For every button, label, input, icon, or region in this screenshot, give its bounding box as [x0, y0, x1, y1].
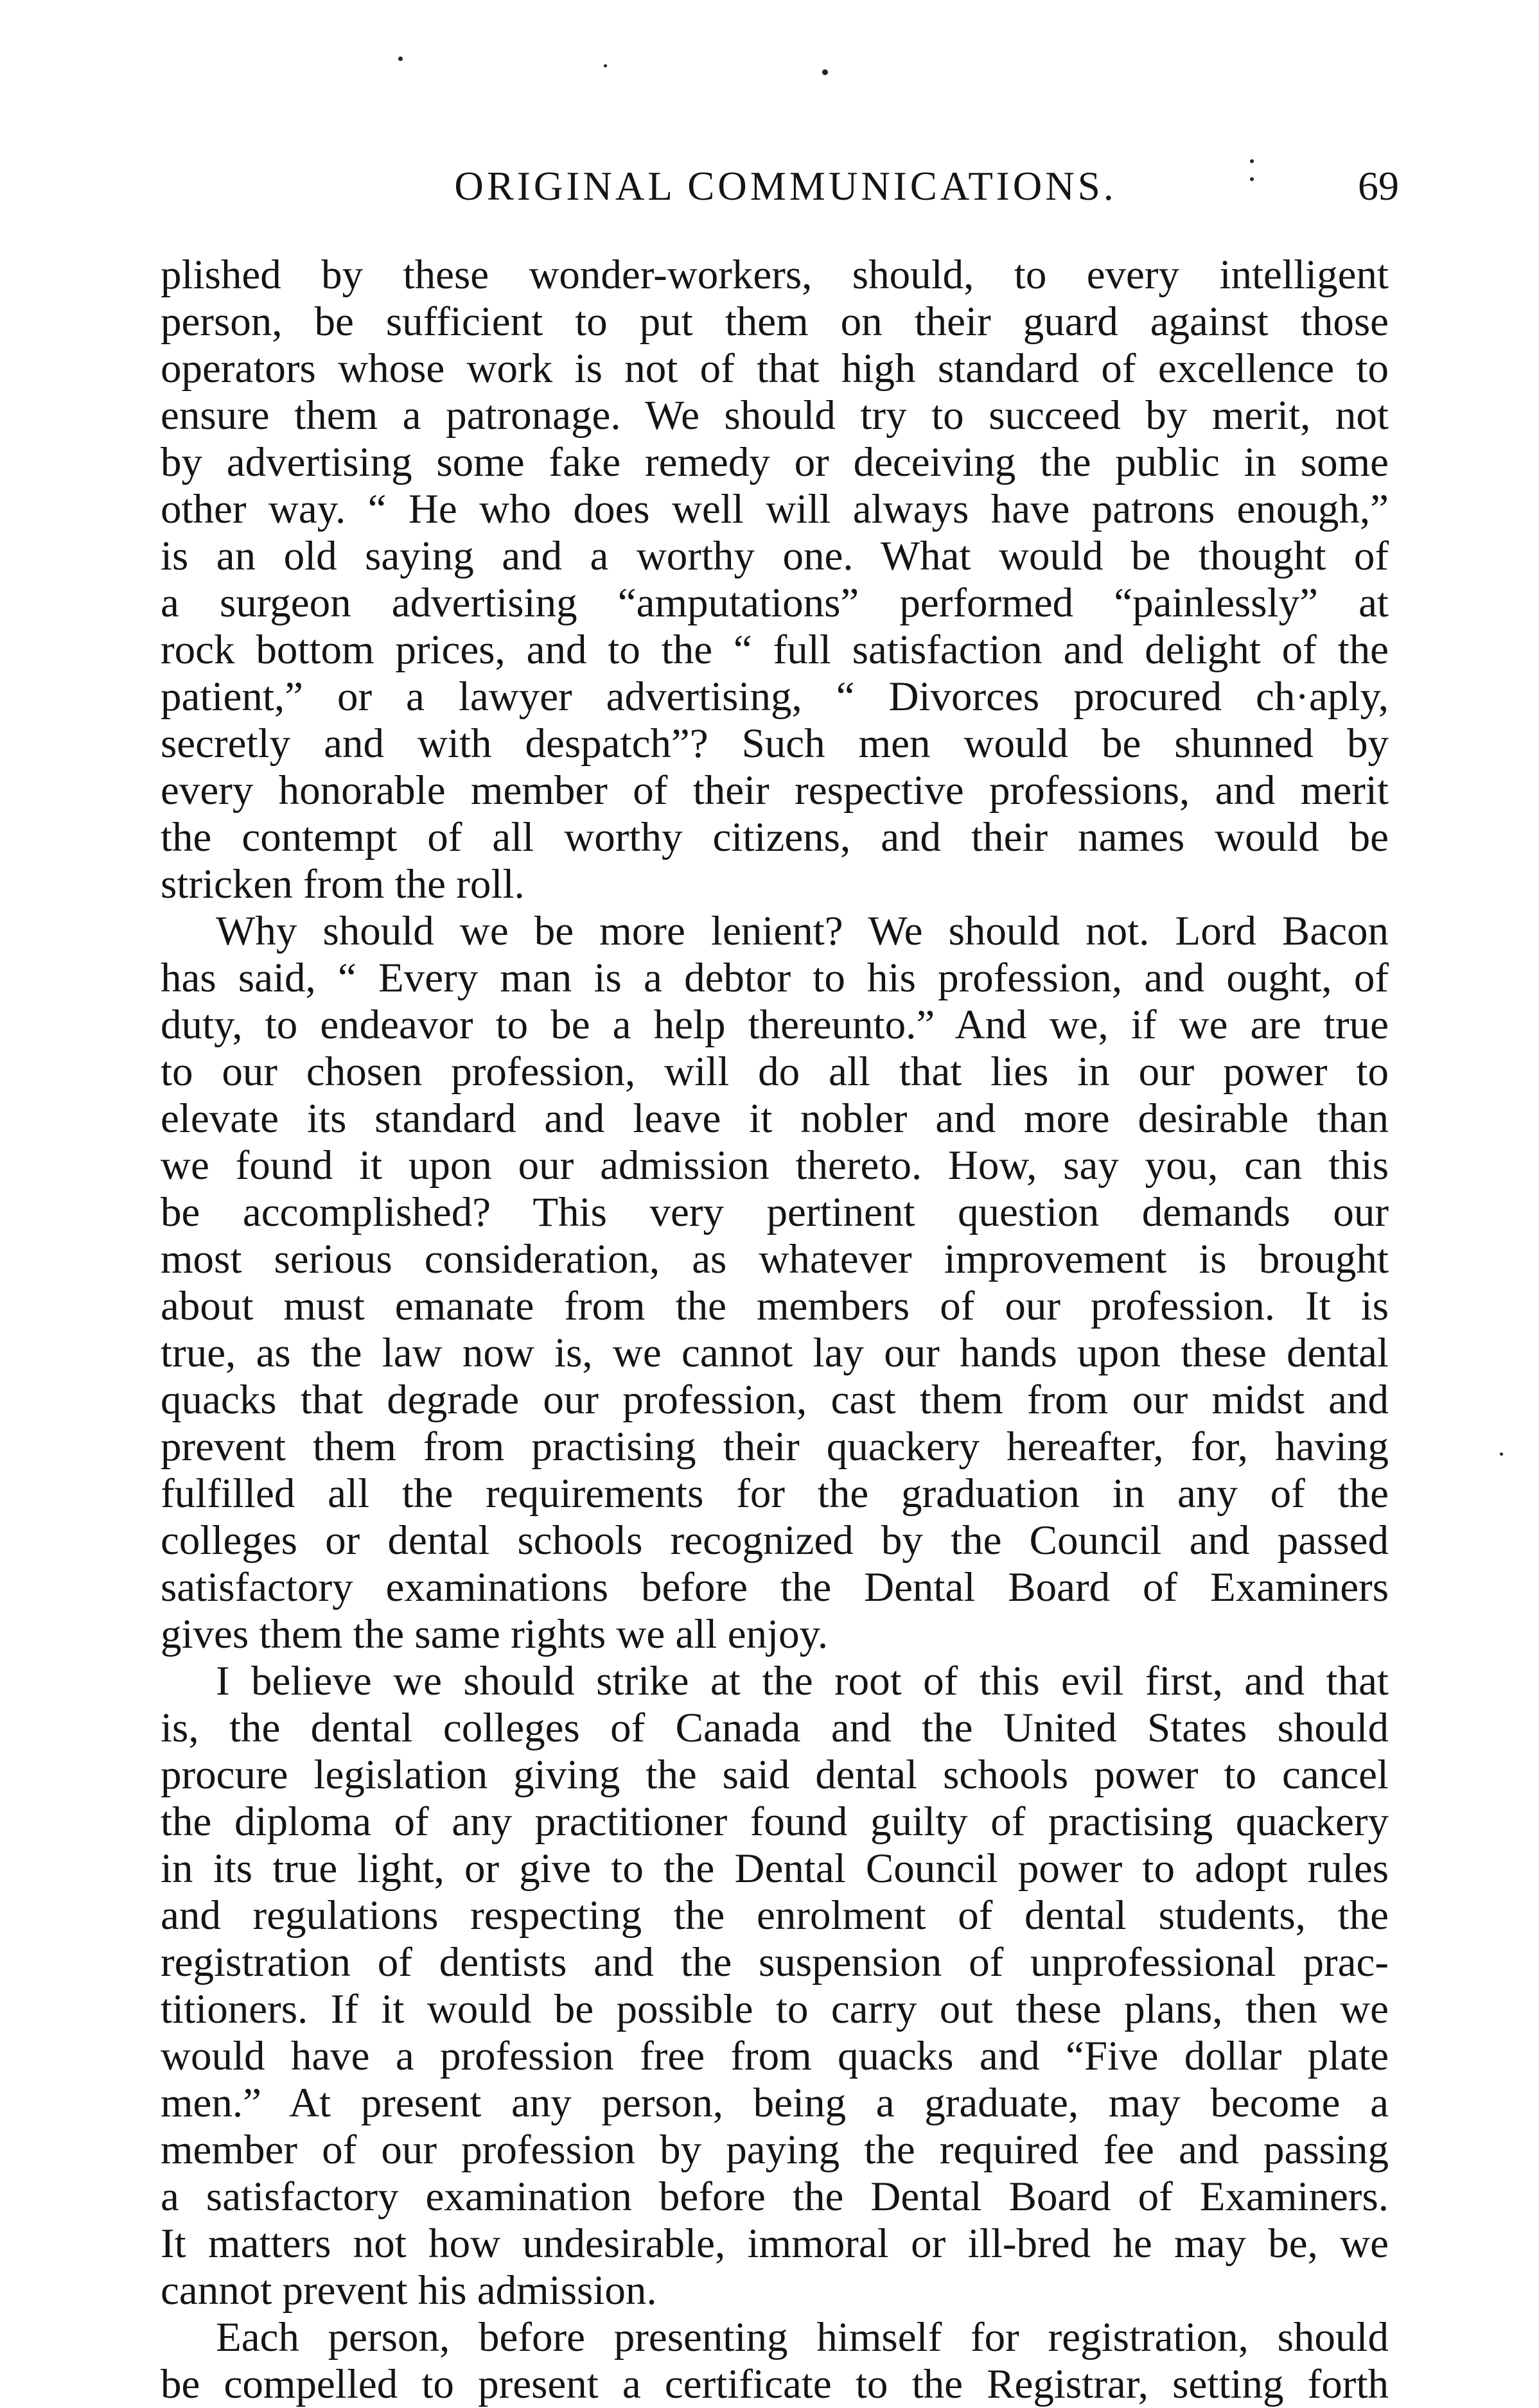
text-line: procure legislation giving the said dental schools power to cancel: [161, 1752, 1389, 1798]
text-line: true, as the law now is, we cannot lay our hands upon these dental: [161, 1330, 1389, 1376]
text-line: we found it upon our admission thereto. How, say you, can this: [161, 1142, 1389, 1189]
text-line: stricken from the roll.: [161, 861, 525, 907]
page-header: [161, 154, 1411, 218]
scan-speck: [1500, 1453, 1503, 1456]
paragraph-first-line: I believe we should strike at the root of this evil first, and that: [216, 1658, 1389, 1704]
text-line: the diploma of any practitioner found guilty of practising quackery: [161, 1799, 1389, 1845]
paragraph-first-line: Each person, before presenting himself for registration, should: [216, 2314, 1389, 2360]
text-line: registration of dentists and the suspension of unprofessional prac-: [161, 1939, 1389, 1985]
scan-speck: [398, 57, 403, 61]
text-line: colleges or dental schools recognized by the Council and passed: [161, 1517, 1389, 1564]
text-line: titioners. If it would be possible to carry out these plans, then we: [161, 1986, 1389, 2032]
text-line: the contempt of all worthy citizens, and their names would be: [161, 814, 1389, 860]
text-line: most serious consideration, as whatever improvement is brought: [161, 1236, 1389, 1282]
text-line: be accomplished? This very pertinent question demands our: [161, 1189, 1389, 1235]
text-line: about must emanate from the members of our profession. It is: [161, 1283, 1389, 1329]
text-line: in its true light, or give to the Dental Council power to adopt rules: [161, 1845, 1389, 1892]
scan-speck: [822, 69, 828, 75]
text-line: ensure them a patronage. We should try to succeed by merit, not: [161, 392, 1389, 439]
text-line: and regulations respecting the enrolment of dental students, the: [161, 1892, 1389, 1939]
text-line: It matters not how undesirable, immoral or ill-bred he may be, we: [161, 2220, 1389, 2267]
text-line: is, the dental colleges of Canada and the United States should: [161, 1705, 1389, 1751]
text-line: every honorable member of their respective professions, and merit: [161, 767, 1389, 814]
text-line: patient,” or a lawyer advertising, “ Divorces procured ch·aply,: [161, 674, 1389, 720]
text-line: a satisfactory examination before the Dental Board of Examiners.: [161, 2174, 1389, 2220]
text-line: member of our profession by paying the required fee and passing: [161, 2127, 1389, 2173]
text-line: is an old saying and a worthy one. What would be thought of: [161, 533, 1389, 579]
text-line: cannot prevent his admission.: [161, 2267, 657, 2314]
text-line: duty, to endeavor to be a help thereunto.” And we, if we are true: [161, 1002, 1389, 1048]
text-line: quacks that degrade our profession, cast them from our midst and: [161, 1377, 1389, 1423]
paragraph-first-line: Why should we be more lenient? We should not. Lord Bacon: [216, 908, 1389, 954]
text-line: a surgeon advertising “amputations” performed “painlessly” at: [161, 580, 1389, 626]
scan-speck: [1250, 177, 1254, 181]
scan-speck: [604, 64, 607, 67]
scan-speck: [1250, 159, 1254, 163]
text-line: plished by these wonder-workers, should, to every intelligent: [161, 252, 1389, 298]
text-line: would have a profession free from quacks and “Five dollar plate: [161, 2033, 1389, 2079]
text-line: operators whose work is not of that high standard of excellence to: [161, 345, 1389, 392]
text-line: be compelled to present a certificate to the Registrar, setting forth: [161, 2361, 1389, 2407]
text-line: gives them the same rights we all enjoy.: [161, 1611, 829, 1657]
text-line: has said, “ Every man is a debtor to his profession, and ought, of: [161, 955, 1389, 1001]
text-line: other way. “ He who does well will always have patrons enough,”: [161, 486, 1389, 532]
text-line: elevate its standard and leave it nobler and more desirable than: [161, 1095, 1389, 1142]
running-head: ORIGINAL COMMUNICATIONS.: [454, 164, 1117, 209]
body-text: [161, 252, 1389, 2408]
text-line: by advertising some fake remedy or deceiving the public in some: [161, 439, 1389, 485]
text-line: men.” At present any person, being a graduate, may become a: [161, 2080, 1389, 2126]
text-line: prevent them from practising their quackery hereafter, for, having: [161, 1424, 1389, 1470]
text-line: person, be sufficient to put them on their guard against those: [161, 299, 1389, 345]
text-line: secretly and with despatch”? Such men would be shunned by: [161, 720, 1389, 767]
text-line: fulfilled all the requirements for the graduation in any of the: [161, 1470, 1389, 1517]
text-line: satisfactory examinations before the Dental Board of Examiners: [161, 1564, 1389, 1610]
text-line: rock bottom prices, and to the “ full satisfaction and delight of the: [161, 627, 1389, 673]
page-number: 69: [1358, 163, 1399, 209]
text-line: to our chosen profession, will do all that lies in our power to: [161, 1049, 1389, 1095]
